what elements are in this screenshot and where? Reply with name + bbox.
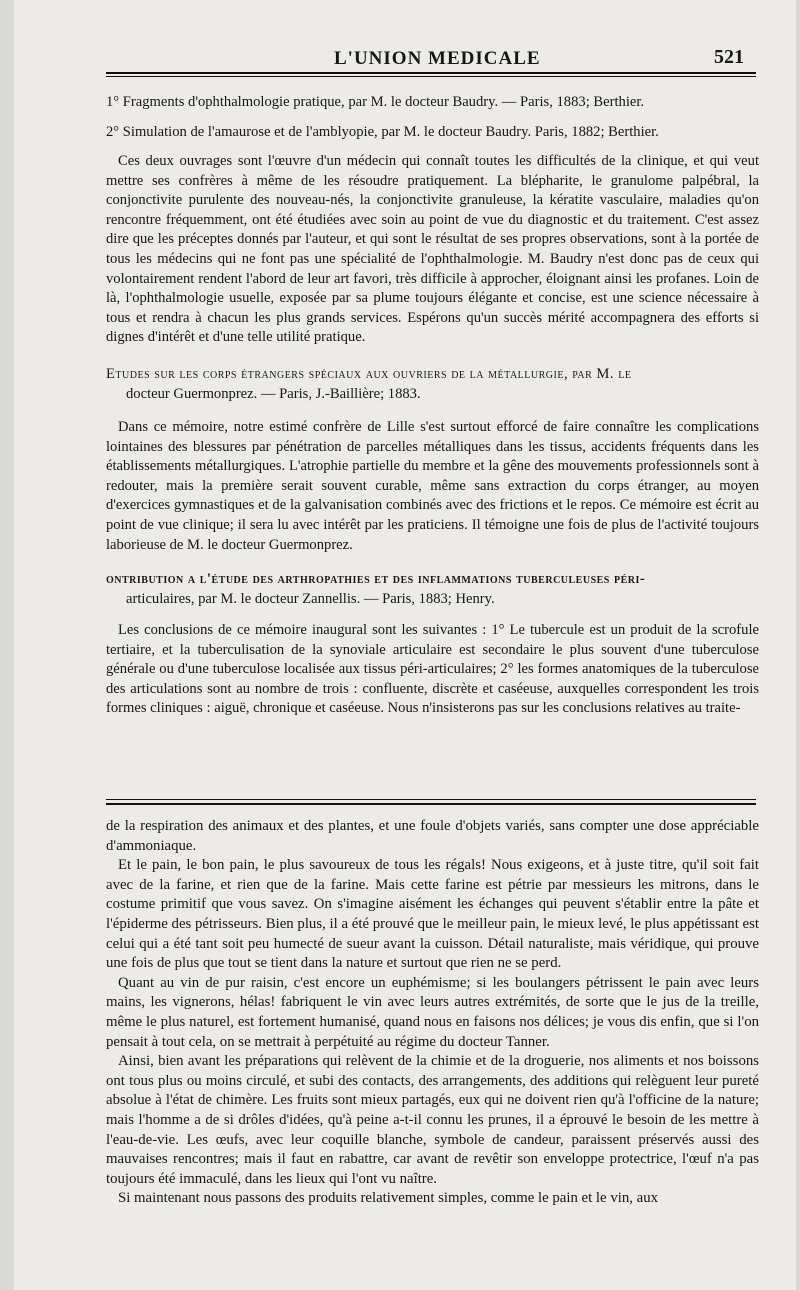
heading-zannellis-line1: ontribution a l'étude des arthropathies et des inflammations tuberculeuses péri- <box>106 571 646 588</box>
reference-2: 2° Simulation de l'amaurose et de l'amblyopie, par M. le docteur Baudry. Paris, 1882; Berthier. <box>106 124 659 140</box>
running-title: L'UNION MEDICALE <box>334 48 541 69</box>
feuilleton-paragraph-5: Si maintenant nous passons des produits relativement simples, comme le pain et le vin, aux <box>118 1190 658 1207</box>
feuilleton-paragraph-2: Et le pain, le bon pain, le plus savoureux de tous les régals! Nous exigeons, et à juste titre, qu'il soit fait avec de la farine, et rien que de la farine. Mais cette farine est pétrie par messieurs les mitrons, dans le costume primitif que vous savez. On s'imagine aisément les échanges qui peuvent s'établir entre la pâte et l'épiderme des pétrisseurs. Bien plus, il a été prouvé que le meilleur pain, le mieux levé, le plus appétissant est celui qui a été tant soit peu humecté de sueur avant la cuisson. Détail naturaliste, mais véridique, qui prouve une fois de plus que tout se tient dans la nature et surtout que rien ne se perd. <box>106 857 759 972</box>
scanned-page <box>14 0 796 1290</box>
heading-guermonprez-line2: docteur Guermonprez. — Paris, J.-Baillière; 1883. <box>126 385 421 402</box>
reference-1: 1° Fragments d'ophthalmologie pratique, par M. le docteur Baudry. — Paris, 1883; Berthier. <box>106 94 645 110</box>
review-baudry: Ces deux ouvrages sont l'œuvre d'un médecin qui connaît toutes les difficultés de la clinique, et qui veut mettre ses confrères à même de les résoudre pratiquement. La blépharite, le granulome palpébral, la conjonctivite purulente des nouveau-nés, la conjonctivite granuleuse, la kératite vasculaire, maladies qu'on rencontre fréquemment, ont été étudiées avec soin au point de vue du diagnostic et du traitement. C'est assez dire que les préceptes donnés par l'auteur, et qui sont le résultat de ses propres observations, sont à la portée de tous les médecins qui ne font pas une spécialité de l'ophthalmologie. M. Baudry n'est donc pas de ceux qui volontairement rendent l'abord de leur art favori, très difficile à approcher, éloignant ainsi les profanes. Loin de là, l'ophthalmologie usuelle, exposée par sa plume toujours élégante et concise, est une science nécessaire à tous et rendra à chacun les plus grands services. Espérons qu'un succès mérité accompagnera des efforts si dignes d'intérêt et d'une telle utilité pratique. <box>106 153 759 346</box>
header-rule-thick <box>106 72 756 74</box>
heading-guermonprez-line1: Etudes sur les corps étrangers spéciaux aux ouvriers de la métallurgie, par M. le <box>106 365 632 382</box>
heading-zannellis-line2: articulaires, par M. le docteur Zannellis. — Paris, 1883; Henry. <box>126 591 495 608</box>
header-rule-thin <box>106 76 756 77</box>
heading-zannellis <box>106 569 759 609</box>
feuilleton-rule-thin <box>106 799 756 800</box>
review-guermonprez: Dans ce mémoire, notre estimé confrère de Lille s'est surtout efforcé de faire connaître les complications lointaines des blessures par pénétration de parcelles métalliques dans les tissus, accidents fréquents dans les établissements métallurgiques. L'atrophie partielle du membre et la gêne des mouvements professionnels sont à redouter, mais la première serait souvent curable, même sans extraction du corps étranger, au moyen d'exercices gymnastiques et de la galvanisation combinés avec des frictions et le repos. Ce mémoire est écrit au point de vue clinique; il sera lu avec intérêt par les praticiens. Il témoigne une fois de plus de l'activité toujours laborieuse de M. le docteur Guermonprez. <box>106 418 759 553</box>
review-zannellis: Les conclusions de ce mémoire inaugural sont les suivantes : 1° Le tubercule est un produit de la scrofule tertiaire, et la tuberculisation de la synoviale articulaire est secondaire le plus souvent d'une tuberculose générale ou d'une tuberculose localisée aux tissus péri-articulaires; 2° les formes anatomiques de la tuberculose des articulations sont au nombre de trois : confluente, discrète et caséeuse, auxquelles correspondent les trois formes cliniques : aiguë, chronique et caséeuse. Nous n'insisterons pas sur les conclusions relatives au traite- <box>106 622 759 717</box>
page-number: 521 <box>714 46 744 68</box>
feuilleton-rule-thick <box>106 803 756 805</box>
feuilleton-paragraph-3: Quant au vin de pur raisin, c'est encore un euphémisme; si les boulangers pétrissent le pain avec leurs mains, les vignerons, hélas! fabriquent le vin avec leurs autres extrémités, de sorte que le jus de la treille, même le plus naturel, est fortement humanisé, quand nous en faisons nos délices; je vous dis enfin, que si l'on pensait à tout cela, on se mettrait à perpétuité au régime du docteur Tanner. <box>106 974 759 1050</box>
review-section <box>106 92 759 719</box>
feuilleton-section <box>106 817 759 1209</box>
feuilleton-paragraph-4: Ainsi, bien avant les préparations qui relèvent de la chimie et de la droguerie, nos aliments et nos boissons ont tous plus ou moins circulé, et subi des contacts, des arrangements, des additions qui relèguent leur pureté absolue à l'état de chimère. Les fruits sont mieux partagés, eux qui ne doivent rien qu'à l'officine de la nature; mais l'homme a de si drôles d'idées, qu'à peine a-t-il connu les prunes, il a éprouvé le besoin de les mettre à l'eau-de-vie. Les œufs, avec leur coquille blanche, symbole de candeur, paraissent préservés aussi des mauvaises rencontres; mais il faut en rabattre, car avant de revêtir son enveloppe protectrice, l'œuf n'a pas toujours été immaculé, dans les lieux qui l'ont vu naître. <box>106 1053 759 1187</box>
heading-guermonprez <box>106 364 759 404</box>
feuilleton-paragraph-1: de la respiration des animaux et des plantes, et une foule d'objets variés, sans compter une dose appréciable d'ammoniaque. <box>106 818 759 854</box>
